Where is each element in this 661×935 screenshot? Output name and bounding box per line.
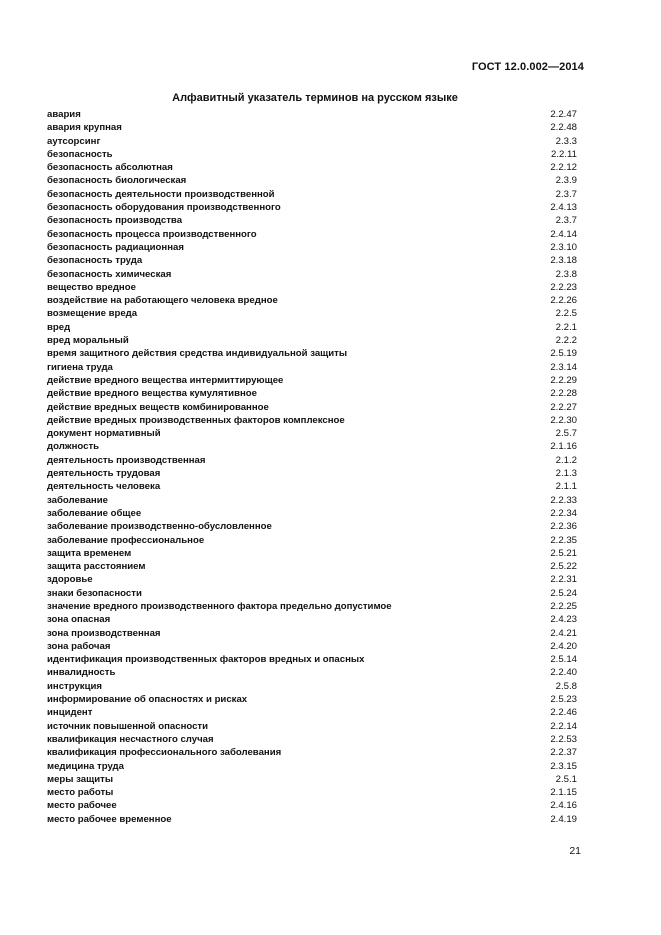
index-entry	[47, 135, 577, 148]
index-entry-term: документ нормативный	[47, 428, 161, 440]
index-entry-ref: 2.4.16	[550, 800, 577, 812]
index-entry-ref: 2.1.15	[550, 787, 577, 799]
index-entry	[47, 361, 577, 374]
index-entry-term: заболевание	[47, 494, 108, 506]
index-entry-ref: 2.2.40	[550, 667, 577, 679]
index-entry	[47, 693, 577, 706]
index-entry	[47, 733, 577, 746]
index-entry-ref: 2.2.11	[551, 148, 577, 160]
index-entry	[47, 467, 577, 480]
index-entry-ref: 2.3.10	[550, 241, 577, 253]
index-entry-term: информирование об опасностях и рисках	[47, 694, 248, 706]
index-entry-ref: 2.2.31	[550, 574, 577, 586]
index-entry	[47, 560, 577, 573]
index-entry	[47, 799, 577, 812]
index-entry-term: безопасность биологическая	[47, 175, 187, 187]
index-entry-term: безопасность труда	[47, 255, 143, 267]
index-entry-ref: 2.1.2	[555, 454, 577, 466]
index-entry	[47, 507, 577, 520]
index-entry-term: заболевание производственно-обусловленное	[47, 521, 272, 533]
index-entry-term: идентификация производственных факторов вредных и опасных	[47, 654, 365, 666]
index-entry-ref: 2.5.8	[555, 680, 577, 692]
index-entry-term: зона опасная	[47, 614, 111, 626]
index-entry	[47, 148, 577, 161]
index-entry-term: безопасность химическая	[47, 268, 172, 280]
index-entry	[47, 241, 577, 254]
index-entry	[47, 813, 577, 826]
index-entry-term: заболевание профессиональное	[47, 534, 205, 546]
document-header-standard: ГОСТ 12.0.002—2014	[471, 61, 584, 73]
index-entry-list	[47, 108, 577, 826]
index-entry-term: место рабочее	[47, 800, 117, 812]
index-entry-term: безопасность	[47, 148, 113, 160]
index-entry-ref: 2.2.53	[550, 733, 577, 745]
index-entry-ref: 2.3.15	[550, 760, 577, 772]
index-entry-term: безопасность производства	[47, 215, 183, 227]
index-entry-ref: 2.5.1	[555, 773, 577, 785]
index-entry-ref: 2.2.14	[550, 720, 577, 732]
index-entry-term: должность	[47, 441, 100, 453]
index-entry	[47, 347, 577, 360]
index-entry-term: действие вредных веществ комбинированное	[47, 401, 269, 413]
index-entry-ref: 2.3.9	[555, 175, 577, 187]
index-entry-term: безопасность процесса производственного	[47, 228, 257, 240]
index-entry-term: защита расстоянием	[47, 561, 146, 573]
index-entry	[47, 121, 577, 134]
index-entry-term: инструкция	[47, 680, 102, 692]
index-entry-term: деятельность человека	[47, 481, 161, 493]
index-entry-ref: 2.5.23	[550, 694, 577, 706]
index-entry-ref: 2.5.21	[550, 547, 577, 559]
index-entry	[47, 520, 577, 533]
index-entry	[47, 254, 577, 267]
index-entry-term: здоровье	[47, 574, 93, 586]
index-entry-ref: 2.3.8	[555, 268, 577, 280]
index-title: Алфавитный указатель терминов на русском языке	[172, 92, 458, 104]
index-entry	[47, 454, 577, 467]
index-entry-ref: 2.5.7	[555, 428, 577, 440]
index-entry-ref: 2.2.27	[550, 401, 577, 413]
index-entry	[47, 174, 577, 187]
index-entry-term: зона производственная	[47, 627, 161, 639]
index-entry	[47, 321, 577, 334]
index-entry	[47, 108, 577, 121]
index-entry	[47, 228, 577, 241]
index-entry	[47, 720, 577, 733]
page-number: 21	[569, 845, 581, 857]
index-entry	[47, 494, 577, 507]
index-entry-term: аутсорсинг	[47, 135, 101, 147]
index-entry-ref: 2.2.46	[550, 707, 577, 719]
index-entry-ref: 2.2.36	[550, 521, 577, 533]
index-entry	[47, 746, 577, 759]
index-entry-term: значение вредного производственного фактора предельно допустимое	[47, 600, 392, 612]
index-entry-term: возмещение вреда	[47, 308, 138, 320]
index-entry-term: время защитного действия средства индивидуальной защиты	[47, 348, 348, 360]
index-entry	[47, 427, 577, 440]
index-entry-ref: 2.3.14	[550, 361, 577, 373]
index-entry-ref: 2.4.20	[550, 640, 577, 652]
index-entry	[47, 307, 577, 320]
index-entry-term: знаки безопасности	[47, 587, 142, 599]
index-entry-ref: 2.4.19	[550, 813, 577, 825]
index-entry-ref: 2.3.18	[550, 255, 577, 267]
index-entry	[47, 387, 577, 400]
index-entry	[47, 161, 577, 174]
index-entry-ref: 2.2.48	[550, 122, 577, 134]
index-entry	[47, 281, 577, 294]
index-entry-ref: 2.5.24	[550, 587, 577, 599]
index-entry	[47, 414, 577, 427]
index-entry	[47, 374, 577, 387]
index-entry-term: вещество вредное	[47, 281, 136, 293]
index-entry-term: вред	[47, 321, 71, 333]
index-entry-term: безопасность радиационная	[47, 241, 184, 253]
index-entry	[47, 268, 577, 281]
index-entry-term: действие вредного вещества интермиттирующее	[47, 374, 284, 386]
index-entry-term: деятельность трудовая	[47, 468, 161, 480]
index-entry	[47, 600, 577, 613]
index-entry	[47, 653, 577, 666]
index-entry-ref: 2.2.35	[550, 534, 577, 546]
index-entry-term: инвалидность	[47, 667, 116, 679]
index-entry-ref: 2.4.23	[550, 614, 577, 626]
index-entry-ref: 2.2.26	[550, 295, 577, 307]
index-entry-term: место рабочее временное	[47, 813, 172, 825]
index-entry-ref: 2.1.16	[550, 441, 577, 453]
index-entry-term: гигиена труда	[47, 361, 113, 373]
index-entry-ref: 2.2.12	[550, 162, 577, 174]
index-entry-term: место работы	[47, 787, 114, 799]
index-entry	[47, 188, 577, 201]
index-entry	[47, 294, 577, 307]
index-entry-ref: 2.1.3	[555, 468, 577, 480]
index-entry-term: авария крупная	[47, 122, 122, 134]
index-entry-ref: 2.2.2	[555, 335, 577, 347]
index-entry	[47, 666, 577, 679]
index-entry	[47, 680, 577, 693]
index-entry	[47, 773, 577, 786]
index-entry-ref: 2.4.21	[550, 627, 577, 639]
index-entry	[47, 627, 577, 640]
index-entry	[47, 334, 577, 347]
index-entry-ref: 2.2.25	[550, 600, 577, 612]
index-entry-ref: 2.2.1	[555, 321, 577, 333]
index-entry-ref: 2.2.29	[550, 374, 577, 386]
index-entry	[47, 534, 577, 547]
index-entry-ref: 2.2.30	[550, 414, 577, 426]
index-entry-term: инцидент	[47, 707, 93, 719]
index-entry-term: квалификация профессионального заболевания	[47, 747, 282, 759]
index-entry-ref: 2.2.33	[550, 494, 577, 506]
index-entry-term: безопасность деятельности производственной	[47, 188, 275, 200]
index-entry-ref: 2.4.14	[550, 228, 577, 240]
index-entry	[47, 573, 577, 586]
index-entry-term: квалификация несчастного случая	[47, 733, 214, 745]
index-entry-term: вред моральный	[47, 335, 129, 347]
index-entry-term: безопасность оборудования производственного	[47, 202, 281, 214]
index-entry-ref: 2.1.1	[555, 481, 577, 493]
index-entry	[47, 547, 577, 560]
index-entry-ref: 2.3.7	[555, 215, 577, 227]
index-entry-ref: 2.5.14	[550, 654, 577, 666]
index-entry-term: источник повышенной опасности	[47, 720, 209, 732]
index-entry-ref: 2.3.7	[555, 188, 577, 200]
index-entry	[47, 613, 577, 626]
index-entry-term: заболевание общее	[47, 507, 142, 519]
index-entry-term: воздействие на работающего человека вредное	[47, 295, 278, 307]
index-entry	[47, 440, 577, 453]
index-entry-term: безопасность абсолютная	[47, 162, 173, 174]
index-entry	[47, 786, 577, 799]
index-entry-term: защита временем	[47, 547, 132, 559]
index-entry-term: медицина труда	[47, 760, 124, 772]
index-entry	[47, 760, 577, 773]
index-entry-ref: 2.2.47	[550, 109, 577, 120]
index-entry-term: действие вредных производственных факторов комплексное	[47, 414, 345, 426]
index-entry-ref: 2.2.23	[550, 281, 577, 293]
index-entry-ref: 2.2.34	[550, 507, 577, 519]
index-entry	[47, 480, 577, 493]
index-entry-ref: 2.2.37	[550, 747, 577, 759]
index-entry-term: авария	[47, 109, 81, 120]
index-entry-ref: 2.5.22	[550, 561, 577, 573]
index-entry-term: действие вредного вещества кумулятивное	[47, 388, 257, 400]
index-entry-ref: 2.2.28	[550, 388, 577, 400]
index-entry-ref: 2.4.13	[550, 202, 577, 214]
index-entry-term: зона рабочая	[47, 640, 111, 652]
index-entry-ref: 2.2.5	[555, 308, 577, 320]
index-entry	[47, 401, 577, 414]
index-entry	[47, 706, 577, 719]
index-entry	[47, 640, 577, 653]
index-entry-ref: 2.3.3	[555, 135, 577, 147]
index-entry-term: деятельность производственная	[47, 454, 206, 466]
index-entry	[47, 214, 577, 227]
index-entry-ref: 2.5.19	[550, 348, 577, 360]
index-entry	[47, 587, 577, 600]
index-entry	[47, 201, 577, 214]
index-entry-term: меры защиты	[47, 773, 114, 785]
